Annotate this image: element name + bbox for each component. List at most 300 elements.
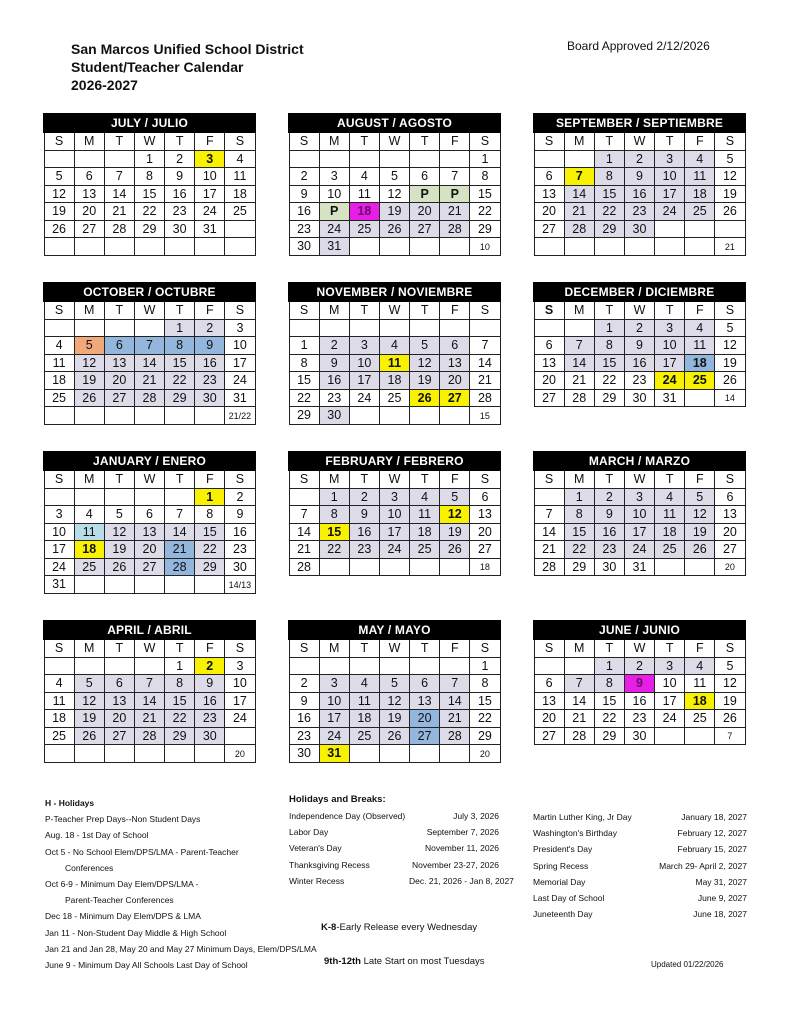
day-cell: 9 <box>349 506 379 524</box>
day-cell: 26 <box>410 389 440 407</box>
day-cell: 27 <box>410 220 440 238</box>
day-cell: 5 <box>104 506 134 524</box>
day-cell: P <box>440 185 470 203</box>
day-cell: 15 <box>134 185 164 203</box>
day-cell: 16 <box>349 523 379 541</box>
day-cell: 6 <box>104 675 134 693</box>
week-row <box>44 372 255 390</box>
weekday-header: W <box>379 132 409 150</box>
day-cell: 23 <box>319 389 349 407</box>
day-cell: 21 <box>440 203 470 221</box>
week-row <box>289 488 500 506</box>
day-cell: 12 <box>715 337 745 355</box>
day-cell: 22 <box>195 541 225 559</box>
day-cell: 6 <box>534 675 564 693</box>
weekday-header: W <box>379 301 409 319</box>
day-cell <box>349 238 379 256</box>
day-cell: 30 <box>624 220 654 238</box>
day-cell: 18 <box>379 372 409 390</box>
day-cell: 18 <box>685 354 715 372</box>
day-cell: 28 <box>134 727 164 745</box>
day-cell: 14 <box>134 692 164 710</box>
legend <box>45 795 317 973</box>
day-cell: 7 <box>564 675 594 693</box>
day-cell: 16 <box>195 692 225 710</box>
weekday-header: S <box>44 639 74 657</box>
day-cell: 9 <box>225 506 255 524</box>
weekday-header: M <box>74 301 104 319</box>
day-cell: 11 <box>44 354 74 372</box>
day-cell: 12 <box>715 675 745 693</box>
day-cell <box>410 558 440 576</box>
holiday-name: Washington's Birthday <box>533 828 617 839</box>
day-cell <box>134 576 164 594</box>
day-cell: 12 <box>74 354 104 372</box>
legend-item: Parent-Teacher Conferences <box>65 895 174 906</box>
day-cell: 24 <box>655 203 685 221</box>
holiday-name: Last Day of School <box>533 893 605 904</box>
day-cell <box>44 657 74 675</box>
day-cell: 9 <box>195 337 225 355</box>
day-cell: 20 <box>534 372 564 390</box>
month-calendar <box>43 620 256 763</box>
week-row <box>289 168 500 186</box>
day-cell: 22 <box>134 203 164 221</box>
day-cell: 30 <box>289 745 319 763</box>
weekday-header: W <box>624 301 654 319</box>
day-cell: 24 <box>349 389 379 407</box>
legend-title: H - Holidays <box>45 798 95 808</box>
day-cell: 30 <box>195 389 225 407</box>
day-cell: 13 <box>74 185 104 203</box>
weekday-header: M <box>319 132 349 150</box>
k8-text: -Early Release every Wednesday <box>336 922 478 933</box>
holiday-name: Independence Day (Observed) <box>289 811 406 821</box>
holidays-title: Holidays and Breaks: <box>289 794 386 805</box>
weekday-header: F <box>195 470 225 488</box>
week-row <box>289 319 500 337</box>
day-cell: 3 <box>624 488 654 506</box>
week-row <box>289 506 500 524</box>
day-cell <box>410 657 440 675</box>
weekday-header: F <box>685 301 715 319</box>
day-cell: 30 <box>319 407 349 425</box>
day-cell: 28 <box>104 220 134 238</box>
holiday-date: September 7, 2026 <box>426 827 499 838</box>
day-cell: 1 <box>470 657 500 675</box>
week-row <box>534 506 745 524</box>
month-header: AUGUST / AGOSTO <box>289 114 500 132</box>
day-cell: 21 <box>289 541 319 559</box>
day-cell: 20 <box>440 372 470 390</box>
day-cell: 25 <box>379 389 409 407</box>
day-cell: 11 <box>44 692 74 710</box>
day-cell: 26 <box>685 541 715 559</box>
weekday-header: M <box>319 639 349 657</box>
day-cell: 14 <box>104 185 134 203</box>
day-cell: 11 <box>685 337 715 355</box>
school-day-count: 21 <box>715 238 745 256</box>
day-cell <box>349 745 379 763</box>
day-cell: 31 <box>225 389 255 407</box>
holidays-and-breaks <box>289 792 514 889</box>
day-cell: 13 <box>440 354 470 372</box>
day-cell: 4 <box>44 675 74 693</box>
week-row <box>44 389 255 407</box>
k8-early-release-note <box>321 922 477 933</box>
day-cell: 31 <box>319 745 349 763</box>
weekday-header: T <box>594 470 624 488</box>
week-row <box>289 727 500 745</box>
weekday-header: S <box>470 132 500 150</box>
day-cell: 27 <box>104 727 134 745</box>
day-cell: 21 <box>104 203 134 221</box>
holiday-row <box>533 825 747 841</box>
day-cell <box>74 745 104 763</box>
day-cell: 12 <box>379 692 409 710</box>
day-cell <box>134 319 164 337</box>
week-row <box>44 541 255 559</box>
day-cell: 6 <box>410 675 440 693</box>
weekday-header: T <box>104 132 134 150</box>
month-calendar <box>533 620 746 745</box>
day-cell: 15 <box>564 523 594 541</box>
week-row <box>44 168 255 186</box>
day-cell: 9 <box>594 506 624 524</box>
day-cell: 3 <box>655 150 685 168</box>
day-cell: 9 <box>319 354 349 372</box>
day-cell <box>655 238 685 256</box>
weekday-header: S <box>44 132 74 150</box>
month-calendar <box>533 113 746 256</box>
day-cell: 30 <box>165 220 195 238</box>
day-cell: 29 <box>470 220 500 238</box>
weekday-header: S <box>534 132 564 150</box>
month-header: SEPTEMBER / SEPTIEMBRE <box>534 114 745 132</box>
day-cell: 8 <box>134 168 164 186</box>
day-cell: 5 <box>715 150 745 168</box>
day-cell: 21 <box>134 372 164 390</box>
day-cell: 1 <box>195 488 225 506</box>
day-cell: 5 <box>379 168 409 186</box>
week-row <box>44 238 255 256</box>
day-cell: 15 <box>195 523 225 541</box>
weekday-header: T <box>655 639 685 657</box>
day-cell: 2 <box>195 319 225 337</box>
day-cell: 2 <box>289 675 319 693</box>
day-cell: 25 <box>349 220 379 238</box>
legend-item: P-Teacher Prep Days--Non Student Days <box>45 814 201 825</box>
day-cell: 9 <box>624 675 654 693</box>
day-cell <box>379 238 409 256</box>
week-row <box>534 337 745 355</box>
weekday-header: S <box>534 470 564 488</box>
day-cell: 18 <box>655 523 685 541</box>
week-row <box>289 354 500 372</box>
day-cell: 14 <box>470 354 500 372</box>
day-cell <box>289 150 319 168</box>
weekday-header: M <box>564 301 594 319</box>
week-row <box>289 407 500 425</box>
day-cell: 17 <box>655 354 685 372</box>
day-cell: 6 <box>74 168 104 186</box>
week-row <box>44 576 255 594</box>
hs-late-start-note <box>324 956 485 967</box>
month-header: JUNE / JUNIO <box>534 621 745 639</box>
day-cell: 31 <box>655 389 685 407</box>
day-cell: 31 <box>319 238 349 256</box>
weekday-header: S <box>289 132 319 150</box>
day-cell: 14 <box>534 523 564 541</box>
day-cell: 3 <box>225 319 255 337</box>
weekday-header: S <box>715 132 745 150</box>
day-cell: 11 <box>225 168 255 186</box>
holiday-name: Memorial Day <box>533 876 586 887</box>
day-cell <box>74 488 104 506</box>
month-header: MARCH / MARZO <box>534 452 745 470</box>
weekday-header: F <box>440 301 470 319</box>
day-cell <box>440 150 470 168</box>
school-day-count: 18 <box>470 558 500 576</box>
weekday-header: W <box>624 639 654 657</box>
day-cell: 12 <box>44 185 74 203</box>
day-cell: 7 <box>440 675 470 693</box>
day-cell: 7 <box>134 675 164 693</box>
day-cell: 1 <box>594 150 624 168</box>
day-cell: 27 <box>74 220 104 238</box>
week-row <box>534 319 745 337</box>
day-cell <box>44 319 74 337</box>
week-row <box>44 407 255 425</box>
holiday-date: November 11, 2026 <box>424 843 499 854</box>
day-cell: 8 <box>165 675 195 693</box>
day-cell <box>225 727 255 745</box>
day-cell: 4 <box>685 319 715 337</box>
day-cell <box>44 488 74 506</box>
weekday-header: F <box>685 132 715 150</box>
day-cell <box>564 150 594 168</box>
day-cell: 21 <box>564 203 594 221</box>
day-cell: 2 <box>594 488 624 506</box>
day-cell: 17 <box>44 541 74 559</box>
day-cell: 8 <box>319 506 349 524</box>
month-header: DECEMBER / DICIEMBRE <box>534 283 745 301</box>
day-cell <box>349 558 379 576</box>
day-cell: 31 <box>624 558 654 576</box>
day-cell: 7 <box>104 168 134 186</box>
day-cell: 24 <box>319 220 349 238</box>
weekday-header: F <box>440 639 470 657</box>
holiday-date: November 23-27, 2026 <box>412 859 499 870</box>
day-cell: 27 <box>534 727 564 745</box>
day-cell: 18 <box>225 185 255 203</box>
day-cell: 27 <box>440 389 470 407</box>
updated-date: Updated 01/22/2026 <box>651 960 724 969</box>
day-cell: 16 <box>624 354 654 372</box>
day-cell <box>685 727 715 745</box>
day-cell: 18 <box>685 185 715 203</box>
day-cell: 25 <box>655 541 685 559</box>
day-cell <box>624 238 654 256</box>
day-cell: 22 <box>289 389 319 407</box>
district-name: San Marcos Unified School District <box>71 41 304 57</box>
day-cell: 17 <box>624 523 654 541</box>
weekday-header: S <box>715 639 745 657</box>
week-row <box>289 389 500 407</box>
weekday-header: T <box>104 639 134 657</box>
legend-item: Jan 11 - Non-Student Day Middle & High School <box>45 927 227 938</box>
holiday-date: May 31, 2027 <box>695 876 747 887</box>
weekday-header: W <box>134 470 164 488</box>
day-cell <box>44 150 74 168</box>
day-cell: 21 <box>470 372 500 390</box>
week-row <box>44 319 255 337</box>
day-cell <box>74 150 104 168</box>
weekday-header: F <box>685 470 715 488</box>
weekday-header: M <box>319 301 349 319</box>
day-cell: 4 <box>225 150 255 168</box>
holiday-name: Veteran's Day <box>289 843 342 854</box>
school-day-count: 14/13 <box>225 576 255 594</box>
weekday-header: T <box>104 470 134 488</box>
week-row <box>534 558 745 576</box>
day-cell <box>195 238 225 256</box>
weekday-header: M <box>74 470 104 488</box>
day-cell: 27 <box>470 541 500 559</box>
day-cell: 27 <box>134 558 164 576</box>
day-cell: 5 <box>715 657 745 675</box>
week-row <box>289 541 500 559</box>
month-calendar <box>288 282 501 425</box>
day-cell: 2 <box>225 488 255 506</box>
day-cell: 20 <box>410 203 440 221</box>
holiday-name: Martin Luther King, Jr Day <box>533 812 632 822</box>
day-cell: 18 <box>410 523 440 541</box>
day-cell: 22 <box>165 372 195 390</box>
day-cell: 4 <box>379 337 409 355</box>
day-cell: 22 <box>594 203 624 221</box>
day-cell: P <box>319 203 349 221</box>
day-cell: 22 <box>319 541 349 559</box>
month-calendar <box>43 113 256 256</box>
week-row <box>534 488 745 506</box>
day-cell: 1 <box>289 337 319 355</box>
day-cell: 31 <box>195 220 225 238</box>
weekday-header: W <box>624 132 654 150</box>
day-cell: 16 <box>624 692 654 710</box>
day-cell: 20 <box>74 203 104 221</box>
weekday-header: S <box>289 470 319 488</box>
week-row <box>289 238 500 256</box>
day-cell <box>165 745 195 763</box>
day-cell: 2 <box>165 150 195 168</box>
school-day-count: 20 <box>470 745 500 763</box>
week-row <box>289 745 500 763</box>
k8-label: K-8 <box>321 922 337 933</box>
day-cell: 23 <box>624 710 654 728</box>
day-cell <box>289 488 319 506</box>
day-cell: 5 <box>715 319 745 337</box>
day-cell: 9 <box>195 675 225 693</box>
calendar-name: Student/Teacher Calendar <box>71 59 244 75</box>
holiday-date: February 15, 2027 <box>677 844 747 855</box>
day-cell: 1 <box>594 657 624 675</box>
day-cell: 14 <box>165 523 195 541</box>
legend-item: Dec 18 - Minimum Day Elem/DPS & LMA <box>45 911 201 922</box>
day-cell: 29 <box>195 558 225 576</box>
day-cell <box>195 407 225 425</box>
day-cell: 5 <box>410 337 440 355</box>
day-cell: 28 <box>440 220 470 238</box>
day-cell: 3 <box>319 675 349 693</box>
day-cell: 6 <box>410 168 440 186</box>
day-cell: 19 <box>104 541 134 559</box>
day-cell: 15 <box>165 354 195 372</box>
day-cell: 10 <box>44 523 74 541</box>
day-cell: 8 <box>165 337 195 355</box>
board-approved-date: Board Approved 2/12/2026 <box>567 39 710 53</box>
day-cell: 11 <box>349 692 379 710</box>
school-day-count: 10 <box>470 238 500 256</box>
day-cell: 29 <box>165 727 195 745</box>
day-cell <box>319 657 349 675</box>
day-cell: 6 <box>440 337 470 355</box>
day-cell: 18 <box>74 541 104 559</box>
day-cell <box>104 238 134 256</box>
day-cell: 7 <box>534 506 564 524</box>
day-cell: 8 <box>594 168 624 186</box>
document-title <box>71 40 304 94</box>
week-row <box>534 220 745 238</box>
weekday-header: T <box>655 470 685 488</box>
day-cell <box>410 407 440 425</box>
day-cell: 18 <box>685 692 715 710</box>
week-row <box>44 745 255 763</box>
day-cell: 16 <box>594 523 624 541</box>
weekday-header: F <box>195 301 225 319</box>
day-cell: 10 <box>379 506 409 524</box>
weekday-header: T <box>165 132 195 150</box>
day-cell: 5 <box>44 168 74 186</box>
weekday-header: S <box>289 301 319 319</box>
day-cell: 5 <box>379 675 409 693</box>
weekday-header: M <box>74 132 104 150</box>
day-cell: 3 <box>655 319 685 337</box>
day-cell <box>195 576 225 594</box>
day-cell: 7 <box>289 506 319 524</box>
week-row <box>44 488 255 506</box>
day-cell <box>104 657 134 675</box>
week-row <box>44 203 255 221</box>
day-cell <box>104 488 134 506</box>
day-cell: 27 <box>534 220 564 238</box>
day-cell: 6 <box>534 168 564 186</box>
week-row <box>289 203 500 221</box>
day-cell: 12 <box>379 185 409 203</box>
day-cell: 26 <box>74 727 104 745</box>
week-row <box>534 372 745 390</box>
day-cell <box>534 319 564 337</box>
holiday-row <box>533 809 747 825</box>
day-cell: 31 <box>44 576 74 594</box>
day-cell <box>134 657 164 675</box>
day-cell: 19 <box>440 523 470 541</box>
day-cell: 15 <box>470 185 500 203</box>
weekday-header: S <box>44 470 74 488</box>
day-cell <box>410 150 440 168</box>
day-cell: 28 <box>470 389 500 407</box>
day-cell <box>440 319 470 337</box>
